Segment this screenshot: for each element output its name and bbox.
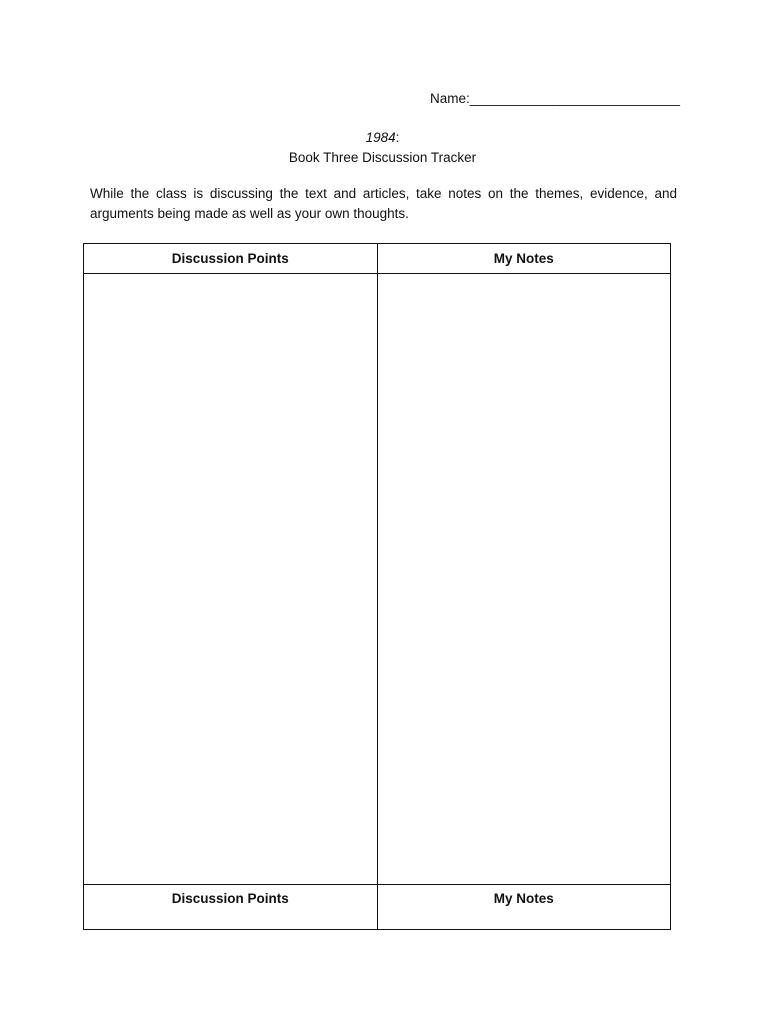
table-header-row: [84, 244, 671, 274]
table-notes-row: [84, 274, 671, 885]
footer-header-my-notes: My Notes: [377, 885, 671, 930]
book-title: 1984: [365, 130, 396, 145]
name-field[interactable]: [430, 91, 680, 106]
discussion-points-cell[interactable]: [84, 274, 378, 885]
document-title: [0, 128, 765, 168]
document-subtitle: Book Three Discussion Tracker: [288, 150, 477, 165]
column-header-discussion-points: Discussion Points: [84, 244, 378, 274]
footer-header-discussion-points: Discussion Points: [84, 885, 378, 930]
name-label: Name:: [430, 91, 470, 106]
my-notes-cell[interactable]: [377, 274, 671, 885]
name-blank-line[interactable]: ____________________________: [469, 91, 680, 106]
column-header-my-notes: My Notes: [377, 244, 671, 274]
discussion-tracker-table: [83, 243, 671, 930]
book-title-suffix: :: [395, 130, 400, 145]
table-footer-row: [84, 885, 671, 930]
instructions-paragraph: While the class is discussing the text and articles, take notes on the themes, evidence, and arguments being made as well as your own thoughts.: [90, 186, 677, 221]
